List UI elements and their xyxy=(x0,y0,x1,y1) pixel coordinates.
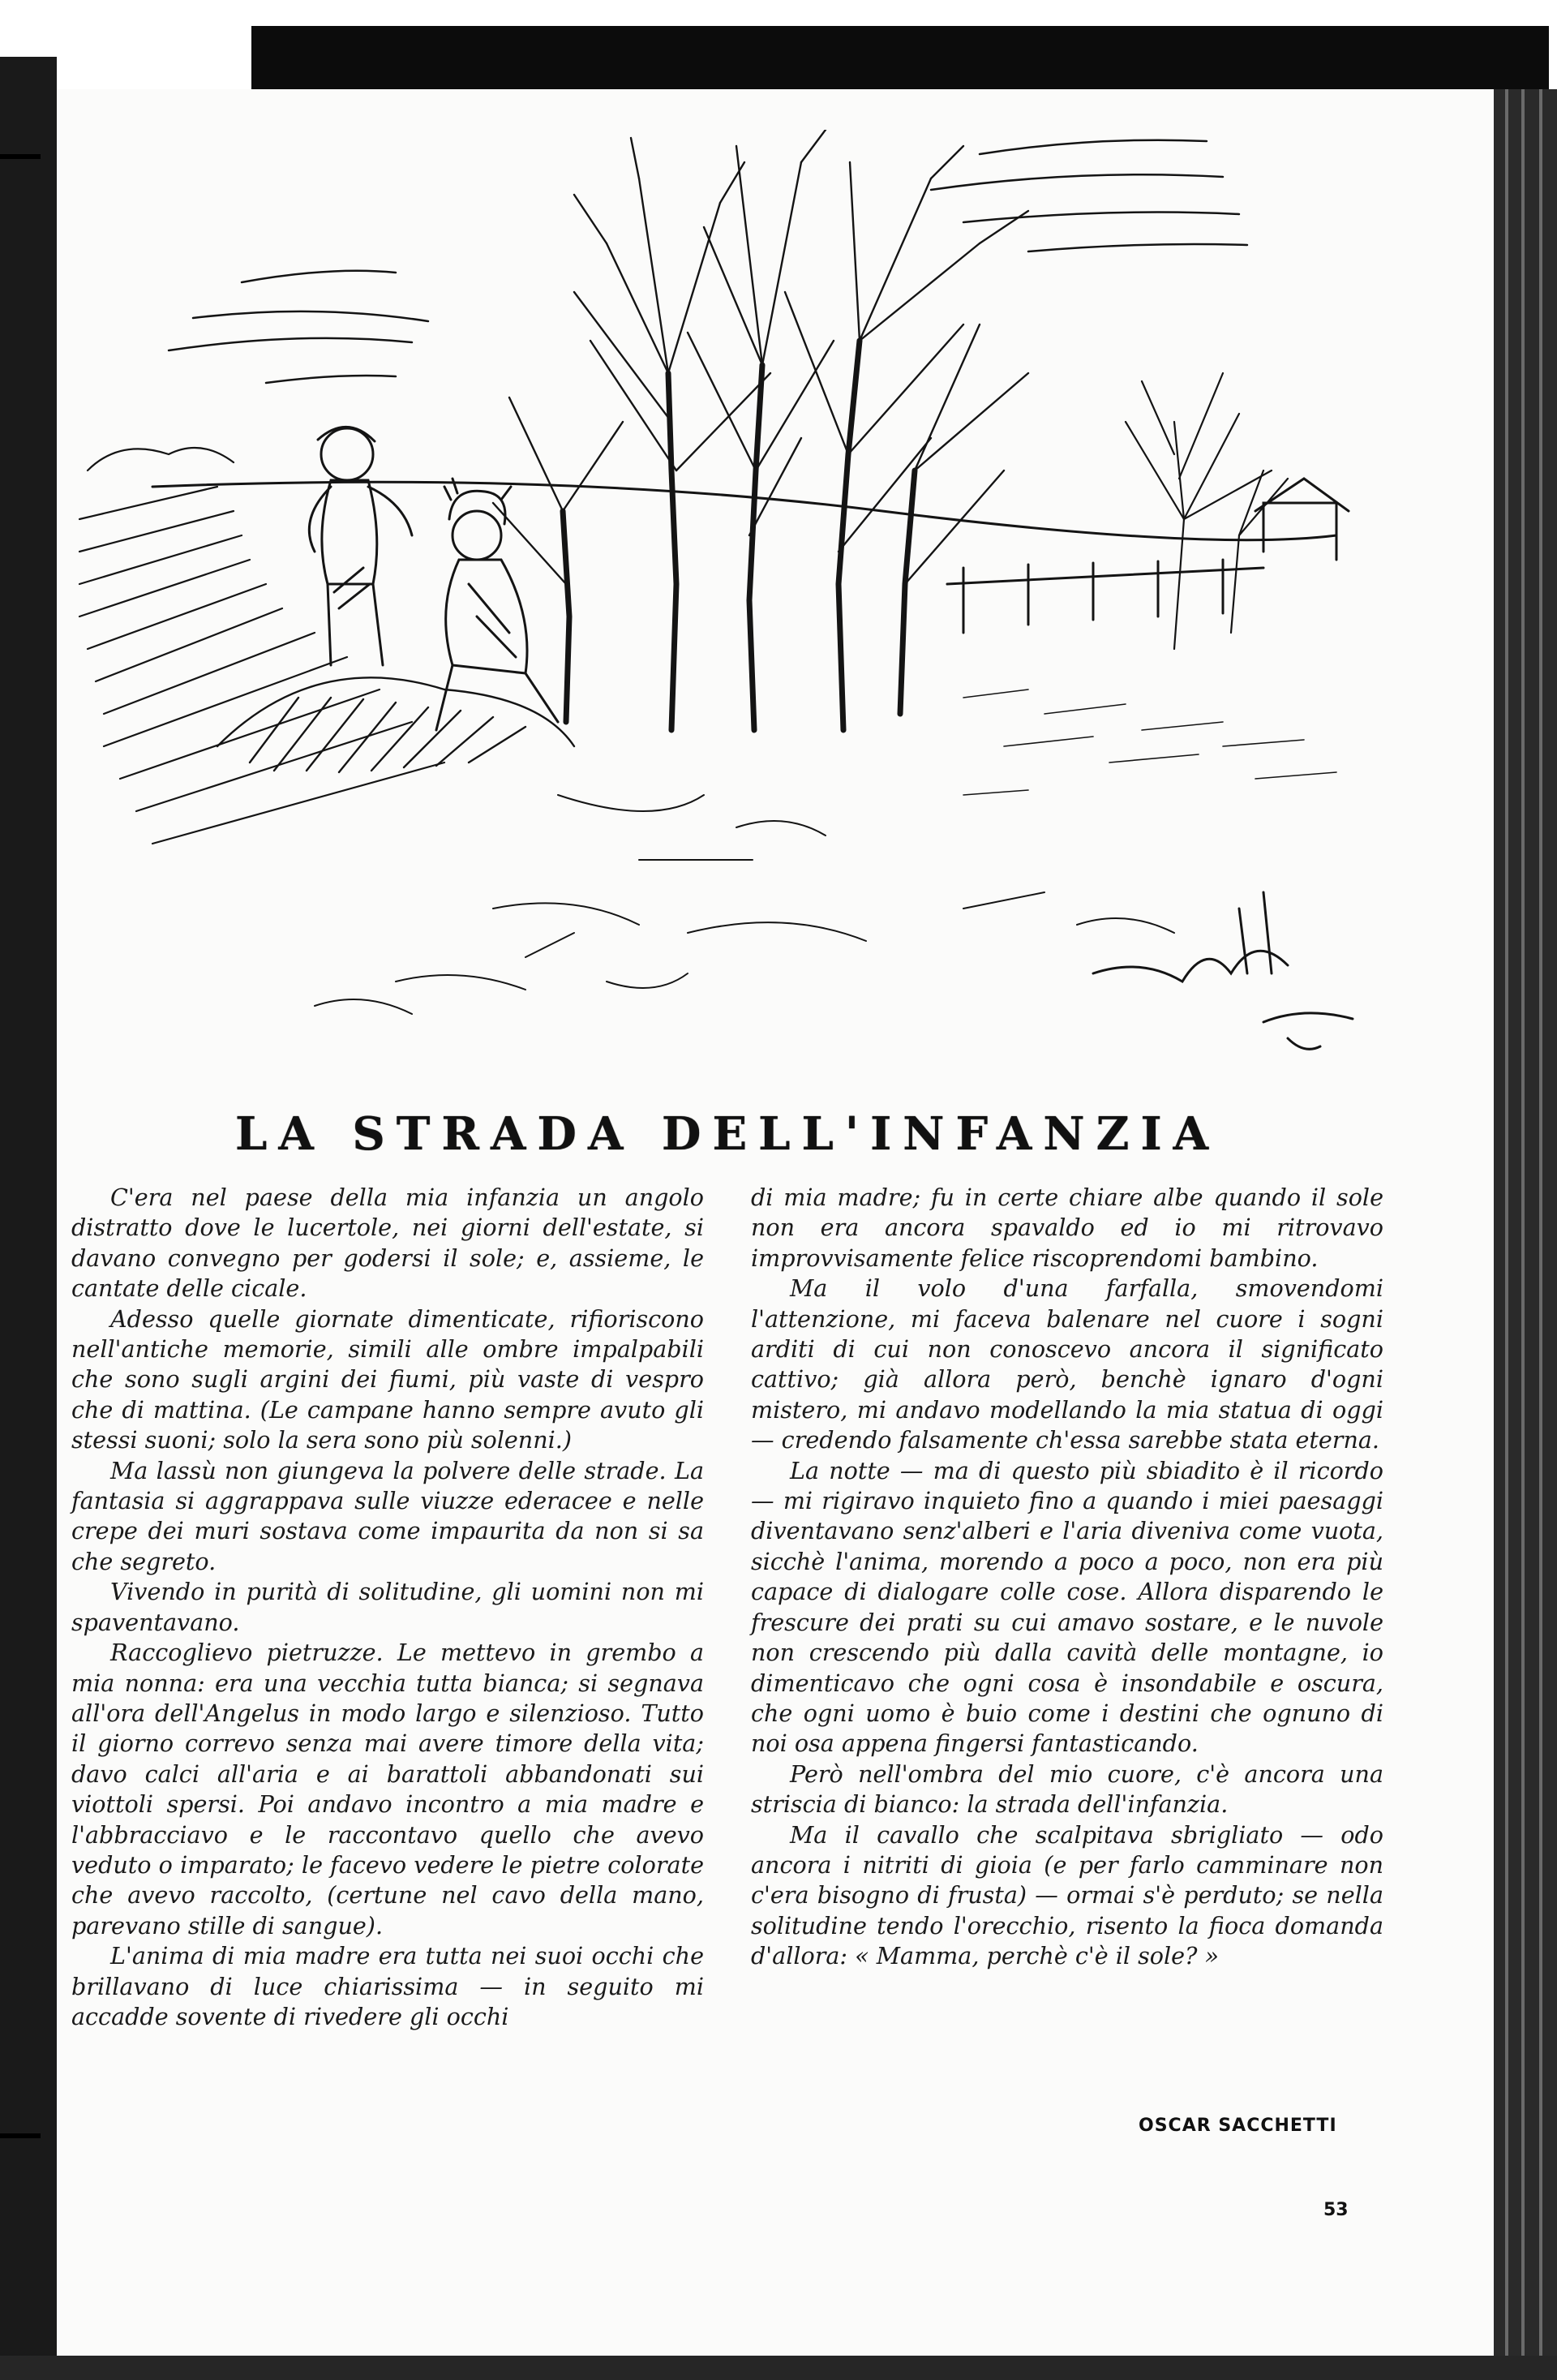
tree-branches xyxy=(493,130,1028,584)
sky-strokes xyxy=(169,140,1247,383)
registration-mark-bottom xyxy=(0,2133,41,2138)
girl-figure xyxy=(436,479,558,730)
boy-figure xyxy=(309,427,412,665)
text-column-right xyxy=(751,1183,1383,1972)
paragraph: Adesso quelle giornate dimenticate, rifioriscono nell'antiche memorie, simili alle ombre impalpabili che sono sugli argini dei fiumi, più vaste di vespro che di mattina. (Le campane hanno sempre avuto gli stessi suoni; solo la sera sono più solenni.) xyxy=(71,1304,704,1454)
author-byline: OSCAR SACCHETTI xyxy=(1139,2116,1337,2136)
paragraph: Ma lassù non giungeva la polvere delle strade. La fantasia si aggrappava sulle viuzze ederacee e nelle crepe dei muri sostava come impaurita da non si sa che segreto. xyxy=(71,1456,704,1575)
article-title: LA STRADA DELL'INFANZIA xyxy=(235,1107,1220,1161)
artist-signature xyxy=(1093,892,1353,1049)
paragraph: di mia madre; fu in certe chiare albe quando il sole non era ancora spavaldo ed io mi ritrovavo improvvisamente felice riscoprendomi bambino. xyxy=(751,1184,1383,1272)
scan-border-left xyxy=(0,57,57,2380)
paragraph: La notte — ma di questo più sbiadito è il ricordo — mi rigiravo inquieto fino a quando i miei paesaggi diventavano senz'alberi e l'aria diveniva come vuota, sicchè l'anima, morendo a poco a poco, non era più capace di dialogare colle cose. Allora disparendo le frescure dei prati su cui amavo sostare, e le nuvole non crescendo più dalla cavità delle montagne, io dimenticavo che ogni cosa è insondabile e oscura, che ogni uomo è buio come i destini che ognuno di noi osa appena fingersi fantasticando. xyxy=(751,1456,1383,1758)
house-and-fence xyxy=(947,479,1349,633)
page-number: 53 xyxy=(1323,2200,1349,2220)
text-column-left xyxy=(71,1183,704,2032)
scan-border-bottom xyxy=(0,2356,1557,2380)
road-hatching xyxy=(315,795,1174,1014)
tree-trunks xyxy=(563,341,915,730)
illustration-children-country-road xyxy=(71,130,1401,1087)
field-hatching xyxy=(963,690,1336,795)
paragraph: C'era nel paese della mia infanzia un angolo distratto dove le lucertole, nei giorni dell'estate, si davano convegno per godersi il sole; e, assieme, le cantate delle cicale. xyxy=(71,1184,704,1303)
paragraph: Ma il cavallo che scalpitava sbrigliato — odo ancora i nitriti di gioia (e per farlo camminare non c'era bisogno di frusta) — ormai s'è perduto; se nella solitudine tendo l'orecchio, risento la fioca domanda d'allora: « Mamma, perchè c'è il sole? » xyxy=(751,1820,1383,1970)
rock-mound xyxy=(217,677,574,772)
scan-border-right xyxy=(1494,89,1557,2380)
paragraph: Raccoglievo pietruzze. Le mettevo in grembo a mia nonna: era una vecchia tutta bianca; si segnava all'ora dell'Angelus in modo largo e silenzioso. Tutto il giorno correvo senza mai avere timore della vita; davo calci all'aria e ai barattoli abbandonati sui viottoli spersi. Poi andavo incontro a mia madre e l'abbracciavo e le raccontavo quello che avevo veduto o imparato; le facevo vedere le pietre colorate che avevo raccolto, (certune nel cavo della mano, parevano stille di sangue). xyxy=(71,1639,704,1940)
paragraph: Vivendo in purità di solitudine, gli uomini non mi spaventavano. xyxy=(71,1578,704,1636)
paragraph: Ma il volo d'una farfalla, smovendomi l'attenzione, mi faceva balenare nel cuore i sogni arditi di cui non conoscevo ancora il significato cattivo; già allora però, benchè ignaro d'ogni mistero, mi andavo modellando la mia statua di oggi — credendo falsamente ch'essa sarebbe stata eterna. xyxy=(751,1274,1383,1454)
paragraph: Però nell'ombra del mio cuore, c'è ancora una striscia di bianco: la strada dell'infanzia. xyxy=(751,1759,1383,1819)
registration-mark-top xyxy=(0,154,41,159)
hedge xyxy=(79,448,444,844)
paragraph: L'anima di mia madre era tutta nei suoi occhi che brillavano di luce chiarissima — in seguito mi accadde sovente di rivedere gli occhi xyxy=(71,1942,704,2030)
